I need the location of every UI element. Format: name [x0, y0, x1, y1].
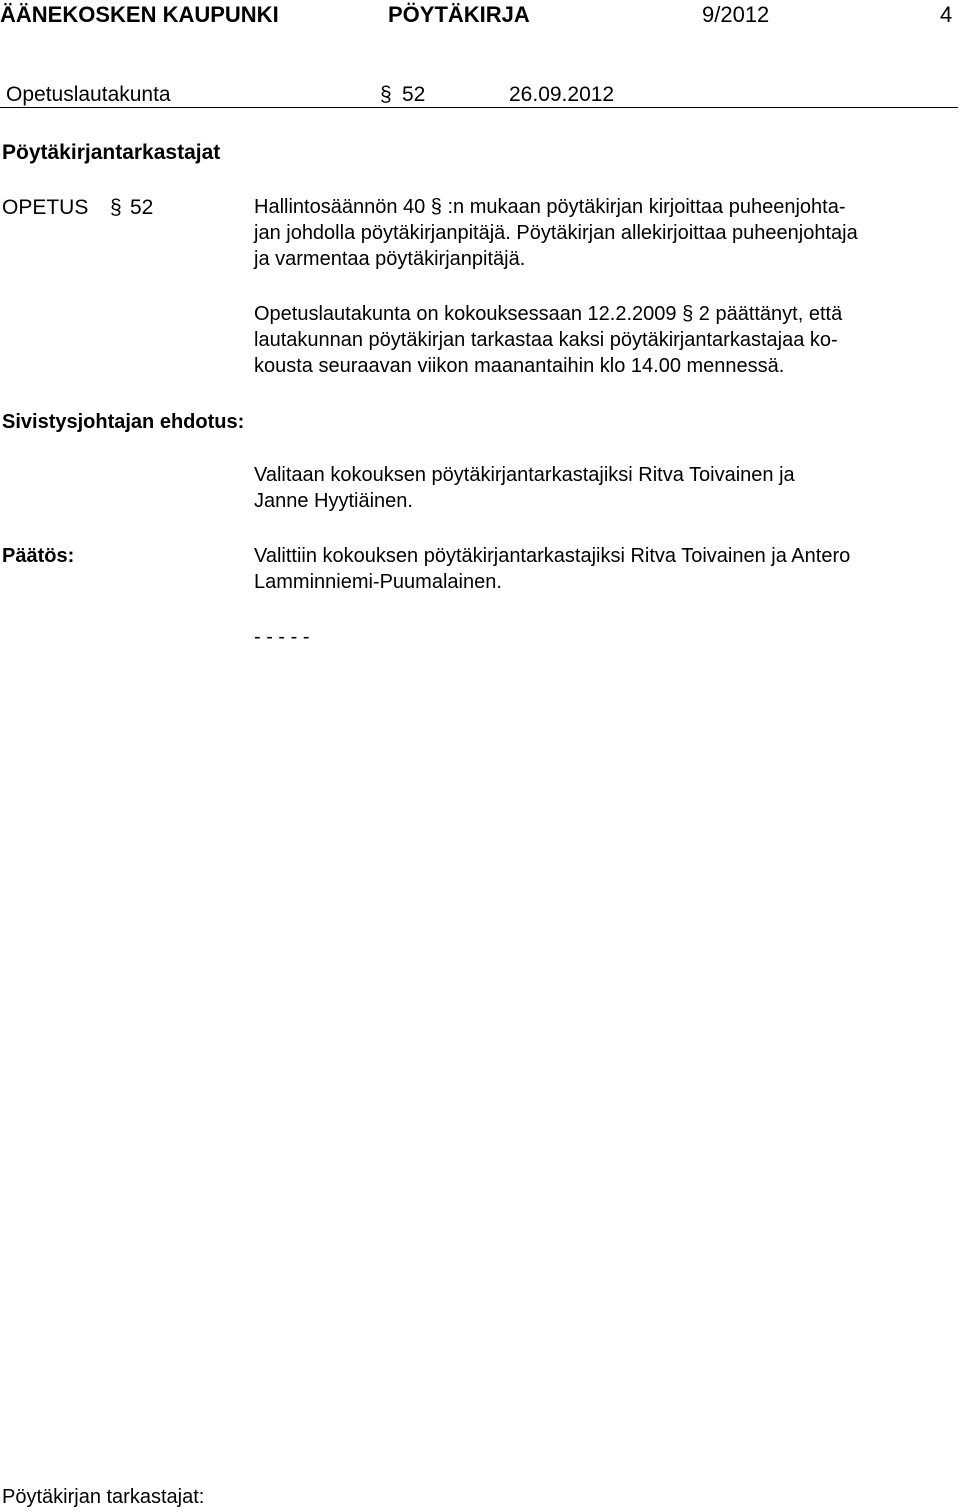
- intro-line: Hallintosäännön 40 § :n mukaan pöytäkirjan kirjoittaa puheenjohta-: [254, 196, 846, 218]
- intro-line: ja varmentaa pöytäkirjanpitäjä.: [254, 248, 526, 270]
- case-reference-code: OPETUS: [2, 196, 89, 219]
- board-name: Opetuslautakunta: [6, 83, 171, 106]
- decision-paragraph: [254, 543, 960, 595]
- section-number: 52: [402, 83, 426, 106]
- section-sign: §: [380, 83, 392, 106]
- intro-paragraph: [254, 194, 960, 272]
- organization-name: ÄÄNEKOSKEN KAUPUNKI: [0, 2, 279, 27]
- proposal-line: Valitaan kokouksen pöytäkirjantarkastajiksi Ritva Toivainen ja: [254, 464, 795, 486]
- signature-label: Pöytäkirjan tarkastajat:: [2, 1486, 205, 1508]
- page-number: 4: [940, 2, 953, 27]
- header-rule: [0, 107, 958, 108]
- proposal-paragraph: [254, 462, 960, 514]
- background-paragraph: [254, 301, 960, 379]
- meeting-date: 26.09.2012: [509, 83, 615, 106]
- background-line: lautakunnan pöytäkirjan tarkastaa kaksi pöytäkirjantarkastajaa ko-: [254, 329, 838, 351]
- decision-line: Valittiin kokouksen pöytäkirjantarkastajiksi Ritva Toivainen ja Antero: [254, 545, 851, 567]
- case-reference-number: 52: [130, 196, 154, 219]
- background-line: kousta seuraavan viikon maanantaihin klo 14.00 mennessä.: [254, 355, 785, 377]
- section-title: Pöytäkirjantarkastajat: [2, 141, 221, 164]
- case-section-sign: §: [110, 196, 122, 219]
- decision-label: Päätös:: [2, 545, 75, 567]
- document-type: PÖYTÄKIRJA: [388, 2, 530, 27]
- proposal-label: Sivistysjohtajan ehdotus:: [2, 411, 245, 433]
- section-separator: - - - - -: [254, 626, 310, 648]
- document-number: 9/2012: [702, 2, 770, 27]
- intro-line: jan johdolla pöytäkirjanpitäjä. Pöytäkirjan allekirjoittaa puheenjohtaja: [254, 222, 858, 244]
- background-line: Opetuslautakunta on kokouksessaan 12.2.2009 § 2 päättänyt, että: [254, 303, 843, 325]
- proposal-line: Janne Hyytiäinen.: [254, 490, 413, 512]
- decision-line: Lamminniemi-Puumalainen.: [254, 571, 502, 593]
